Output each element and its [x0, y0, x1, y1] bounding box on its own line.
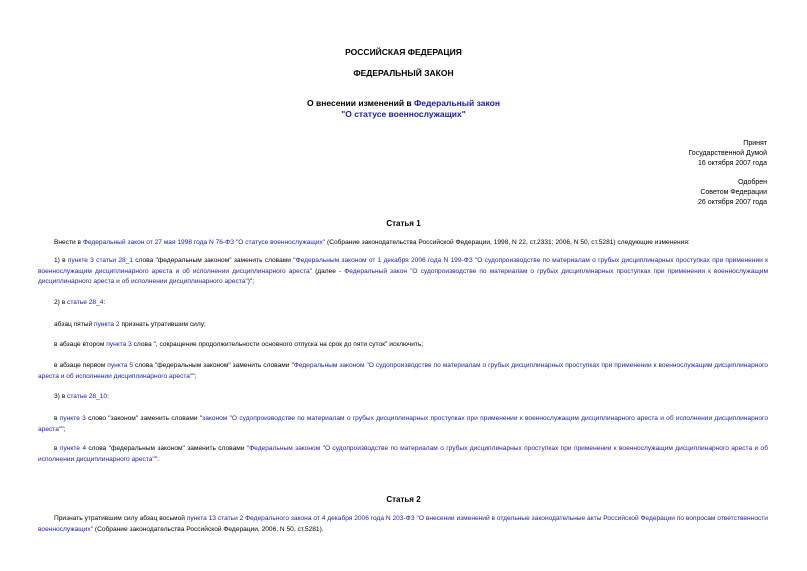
law-199-link[interactable]: Федеральным законом от 1 декабря 2006 года N 199-ФЗ "О судопроизводстве по материалам о грубых дисциплинарных проступках при применении к военнослужащим дисциплинарного ареста и об исполнении дисциплинарного ареста"	[38, 257, 768, 275]
point-5-link[interactable]: пункта 5	[107, 362, 133, 369]
approval-line-3: 26 октября 2007 года	[698, 199, 767, 206]
article-1-item-2: 2) в статье 28_4:	[54, 299, 106, 306]
article-2-text: Признать утратившим силу абзац восьмой пункта 13 статьи 2 Федерального закона от 4 декабря 2006 года N 203-ФЗ "О внесении изменений в отдельные законодательные акты Российской Федерации по вопросам ответственности военнослужащих" (Собрание законодательства Российской Федерации, 2006, N 50, ст.5281).	[38, 515, 768, 533]
article-2-heading: Статья 2	[386, 495, 421, 504]
point-4-28-10-link[interactable]: пункте 4	[59, 445, 86, 452]
law-short-name-link-2[interactable]: Федеральным законом "О судопроизводстве по материалам о грубых дисциплинарных проступках при применении к военнослужащим дисциплинарного ареста и об исполнении дисциплинарного ареста"	[38, 362, 768, 380]
item-2-sub-2: в абзаце втором пункта 3 слова ", сокращение продолжительности основного отпуска на срок до пяти суток" исключить;	[54, 341, 424, 348]
approval-line-1: Одобрен	[738, 179, 767, 186]
art-28-1-link[interactable]: пункте 3 статьи 28_1	[67, 257, 133, 264]
point-2-link[interactable]: пункта 2	[94, 321, 120, 328]
item-3-sub-1: в пункте 3 слово "законом" заменить словами "законом "О судопроизводстве по материалам о грубых дисциплинарных проступках при применении к военнослужащим дисциплинарного ареста и об исполнении дисциплинарного ареста"";	[38, 415, 768, 433]
law-title	[0, 98, 807, 120]
article-1-item-3: 3) в статье 28_10:	[54, 393, 109, 400]
point-3-28-10-link[interactable]: пункте 3	[59, 415, 86, 422]
title-link[interactable]: Федеральный закон	[414, 98, 500, 108]
article-1-item-1: 1) в пункте 3 статьи 28_1 слова "федеральным законом" заменить словами "Федеральным законом от 1 декабря 2006 года N 199-ФЗ "О судопроизводстве по материалам о грубых дисциплинарных проступках при применении к военнослужащим дисциплинарного ареста и об исполнении дисциплинарного ареста" (далее - Федеральный закон "О судопроизводстве по материалам о грубых дисциплинарных проступках при применении к военнослужащим дисциплинарного ареста и об исполнении дисциплинарного ареста")";	[38, 257, 769, 285]
art-28-10-link[interactable]: статье 28_10	[67, 393, 108, 400]
point-13-art-2-link[interactable]: пункта 13 статьи 2	[186, 515, 244, 522]
adoption-line-1: Принят	[743, 140, 767, 147]
law-type-heading: ФЕДЕРАЛЬНЫЙ ЗАКОН	[353, 68, 454, 78]
title-link-2[interactable]: "О статусе военнослужащих"	[341, 109, 466, 119]
approval-line-2: Советом Федерации	[700, 189, 767, 196]
point-3-link[interactable]: пункта 3	[106, 341, 132, 348]
article-1-heading: Статья 1	[386, 219, 421, 228]
item-2-sub-3: в абзаце первом пункта 5 слова "федеральным законом" заменить словами "Федеральным законом "О судопроизводстве по материалам о грубых дисциплинарных проступках при применении к военнослужащим дисциплинарного ареста и об исполнении дисциплинарного ареста"";	[38, 362, 768, 380]
council-approval	[698, 178, 767, 208]
law-203-link[interactable]: Федерального закона от 4 декабря 2006 года N 203-ФЗ "О внесении изменений в отдельные законодательные акты Российской Федерации по вопросам ответственности военнослужащих"	[38, 515, 768, 533]
adoption-line-2: Государственной Думой	[688, 150, 767, 157]
duma-adoption	[688, 139, 767, 169]
law-short-name-link-4[interactable]: Федеральным законом "О судопроизводстве по материалам о грубых дисциплинарных проступках при применении к военнослужащим дисциплинарного ареста и об исполнении дисциплинарного ареста"	[38, 445, 768, 463]
title-prefix: О внесении изменений в	[307, 98, 415, 108]
law-76-link[interactable]: Федеральный закон от 27 мая 1998 года N 76-ФЗ "О статусе военнослужащих"	[82, 239, 326, 246]
law-short-name-link-3[interactable]: законом "О судопроизводстве по материалам о грубых дисциплинарных проступках при применении к военнослужащим дисциплинарного ареста и об исполнении дисциплинарного ареста"	[38, 415, 768, 433]
country-heading: РОССИЙСКАЯ ФЕДЕРАЦИЯ	[345, 47, 462, 57]
adoption-line-3: 16 октября 2007 года	[698, 160, 767, 167]
item-3-sub-2: в пункте 4 слова "федеральным законом" заменить словами "Федеральным законом "О судопроизводстве по материалам о грубых дисциплинарных проступках при применении к военнослужащим дисциплинарного ареста и об исполнении дисциплинарного ареста"".	[38, 445, 768, 463]
item-2-sub-1: абзац пятый пункта 2 признать утратившим силу;	[54, 321, 206, 328]
art-28-4-link[interactable]: статье 28_4	[67, 299, 104, 306]
article-1-intro: Внести в Федеральный закон от 27 мая 1998 года N 76-ФЗ "О статусе военнослужащих" (Собрание законодательства Российской Федерации, 1998, N 22, ст.2331; 2006, N 50, ст.5281) следующие изменения:	[54, 239, 690, 246]
law-short-name-link[interactable]: Федеральный закон "О судопроизводстве по материалам о грубых дисциплинарных проступках при применении к военнослужащим дисциплинарного ареста и об исполнении дисциплинарного ареста"	[38, 267, 769, 285]
